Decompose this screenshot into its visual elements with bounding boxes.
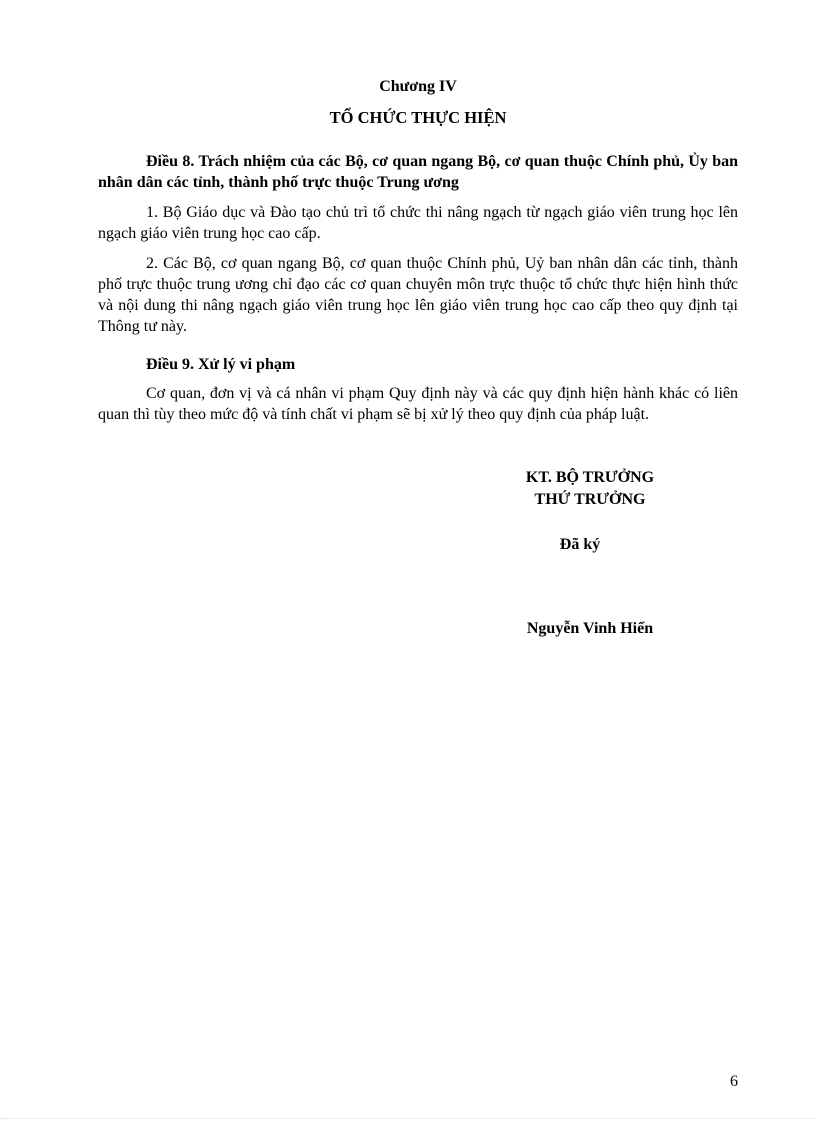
signature-status: Đã ký [559,536,601,553]
chapter-number: Chương IV [379,78,457,95]
article-8-paragraph-1: 1. Bộ Giáo dục và Đào tạo chủ trì tổ chức thi nâng ngạch từ ngạch giáo viên trung học lên ngạch giáo viên trung học cao cấp. [98,204,738,242]
article-8-paragraph-2: 2. Các Bộ, cơ quan ngang Bộ, cơ quan thuộc Chính phủ, Uỷ ban nhân dân các tỉnh, thành phố trực thuộc trung ương chỉ đạo các cơ quan chuyên môn trực thuộc tổ chức thực hiện hình thức và nội dung thi nâng ngạch giáo viên trung học lên giáo viên trung học cao cấp theo quy định tại Thông tư này. [98,255,738,335]
page-number: 6 [730,1073,738,1090]
page-bottom-divider [0,1118,816,1119]
article-8-heading: Điều 8. Trách nhiệm của các Bộ, cơ quan ngang Bộ, cơ quan thuộc Chính phủ, Ủy ban nhân dân các tỉnh, thành phố trực thuộc Trung ương [98,153,738,191]
chapter-title: TỔ CHỨC THỰC HIỆN [329,108,507,127]
article-9-heading: Điều 9. Xử lý vi phạm [146,356,296,373]
signatory-name: Nguyễn Vinh Hiển [526,620,654,637]
signature-title-line-1: KT. BỘ TRƯỞNG [525,469,655,486]
article-9-paragraph-1: Cơ quan, đơn vị và cá nhân vi phạm Quy định này và các quy định hiện hành khác có liên quan thì tùy theo mức độ và tính chất vi phạm sẽ bị xử lý theo quy định của pháp luật. [98,385,738,423]
signature-title-line-2: THỨ TRƯỞNG [534,491,646,508]
